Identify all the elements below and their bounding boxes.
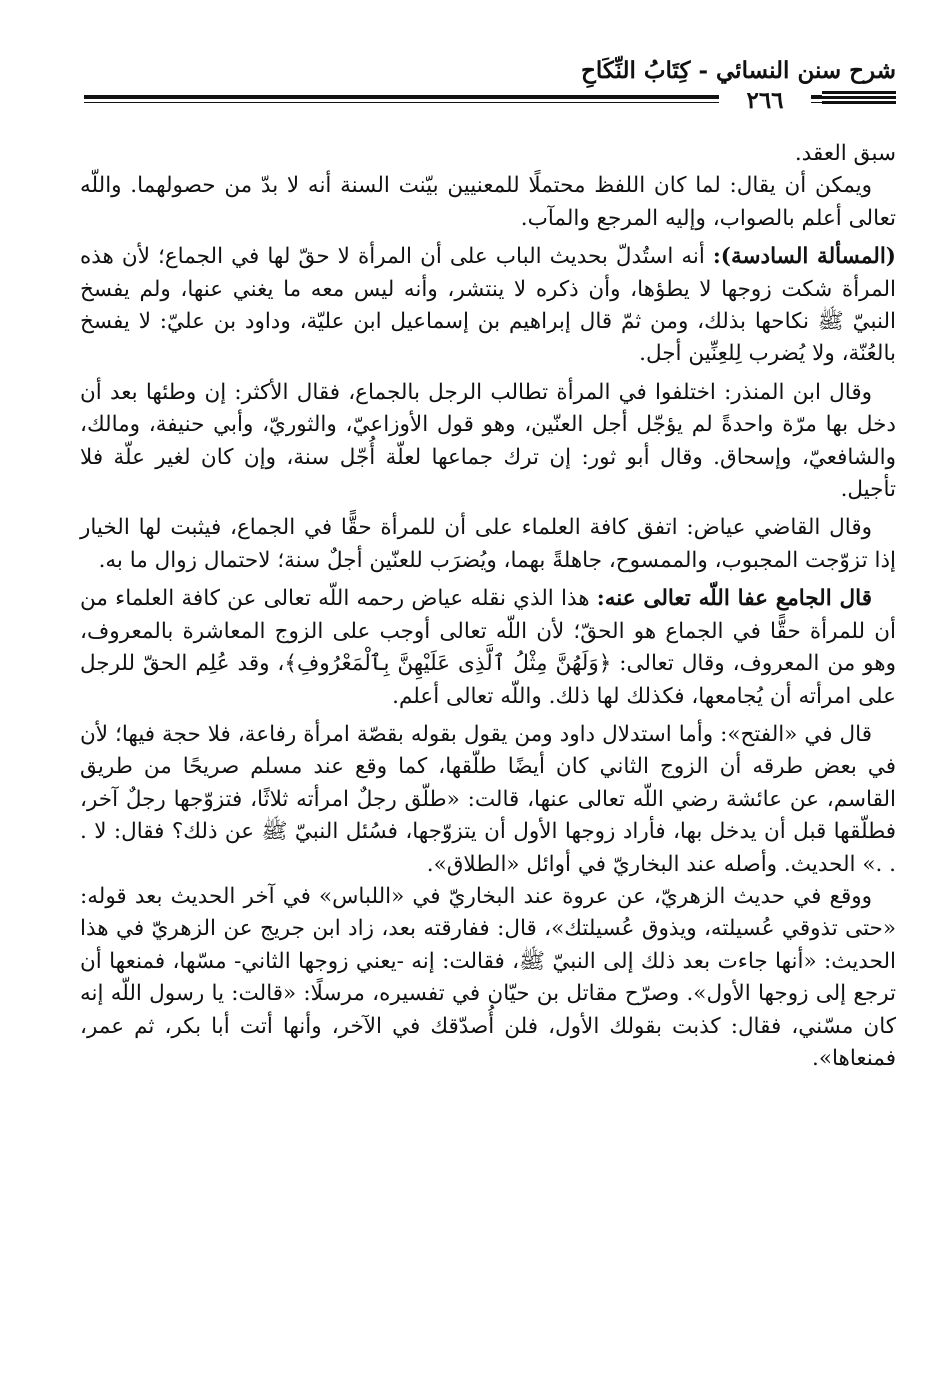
paragraph-2: ويمكن أن يقال: لما كان اللفظ محتملًا للمعنيين بيّنت السنة أنه لا بدّ من حصولهما. واللّه تعالى أعلم بالصواب، وإليه المرجع والمآب.: [80, 173, 896, 231]
paragraph-8: ووقع في حديث الزهريّ، عن عروة عند البخاريّ في «اللباس» في آخر الحديث بعد قوله: «حتى تذوقي عُسيلته، ويذوق عُسيلتك»، قال: ففارقته بعد، زاد ابن جريج عن الزهريّ في هذا الحديث: «أنها جاءت بعد ذلك إلى النبيّ ﷺ، فقالت: إنه -يعني زوجها الثاني- مسّها، فمنعها أن ترجع إلى زوجها الأول». وصرّح مقاتل بن حيّان في تفسيره، مرسلًا: «قالت: يا رسول اللّه إنه كان مسّني، فقال: كذبت بقولك الأول، فلن أُصدّقك في الآخر، وأنها أتت أبا بكر، ثم عمر، فمنعاها».: [80, 883, 896, 1071]
paragraph-5: وقال القاضي عياض: اتفق كافة العلماء على أن للمرأة حقًّا في الجماع، فيثبت لها الخيار إذا تزوّجت المجبوب، والممسوح، جاهلةً بهما، ويُضرَب للعنّين أجلٌ سنة؛ لاحتمال زوال ما به.: [80, 515, 896, 573]
paragraph-1: سبق العقد.: [794, 141, 896, 166]
paragraph-7: قال في «الفتح»: وأما استدلال داود ومن يقول بقوله بقصّة امرأة رفاعة، فلا حجة فيها؛ لأن في بعض طرقه أن الزوج الثاني كان أيضًا طلّقها، كما وقع عند مسلم صريحًا من طريق القاسم، عن عائشة رضي اللّه تعالى عنها، قالت: «طلّق رجلٌ امرأته ثلاثًا، فتزوّجها رجلٌ آخر، فطلّقها قبل أن يدخل بها، فأراد زوجها الأول أن يتزوّجها، فسُئل النبيّ ﷺ عن ذلك؟ فقال: لا . . .» الحديث. وأصله عند البخاريّ في أوائل «الطلاق».: [80, 721, 897, 877]
page-body: [80, 138, 896, 1318]
paragraph-3-text: أنه استُدلّ بحديث الباب على أن المرأة لا حقّ لها في الجماع؛ لأن هذه المرأة شكت زوجها لا يطؤها، وأن ذكره لا ينتشر، وأنه ليس معه ما يغني عنها، ولم يفسخ النبيّ ﷺ نكاحها بذلك، ومن ثمّ قال إبراهيم بن إسماعيل ابن عليّة، وداود بن عليّ: لا يفسخ بالعُنّة، ولا يُضرب لِلعِنِّين أجل.: [80, 244, 896, 367]
issue-heading: (المسألة السادسة):: [712, 244, 896, 270]
running-title: شرح سنن النسائي - كِتَابُ النِّكَاحِ: [581, 57, 896, 84]
page-header: [84, 55, 896, 119]
paragraph-6: [80, 583, 896, 713]
paragraph-3: [80, 241, 896, 371]
compiler-heading: قال الجامع عفا اللّه تعالى عنه:: [596, 586, 872, 612]
header-ornament-bars: [822, 91, 896, 107]
paragraph-4: وقال ابن المنذر: اختلفوا في المرأة تطالب الرجل بالجماع، فقال الأكثر: إن وطئها بعد أن دخل بها مرّة واحدةً لم يؤجّل أجل العنّين، وهو قول الأوزاعيّ، والثوريّ، وأبي حنيفة، ومالك، والشافعيّ، وإسحاق. وقال أبو ثور: إن ترك جماعها لعلّة أُجّل سنة، وإن كان لغير علّة فلا تأجيل.: [80, 379, 896, 503]
paragraph-6-text: هذا الذي نقله عياض رحمه اللّه تعالى عن كافة العلماء من أن للمرأة حقًّا في الجماع هو الحقّ؛ لأن اللّه تعالى أوجب على الزوج المعاشرة بالمعروف، وهو من المعروف، وقال تعالى: ﴿وَلَهُنَّ مِثْلُ ٱلَّذِى عَلَيْهِنَّ بِٱلْمَعْرُوفِ﴾، وقد عُلِم الحقّ للرجل على امرأته أن يُجامعها، فكذلك لها ذلك. واللّه تعالى أعلم.: [80, 586, 896, 709]
page-number: ٢٦٦: [719, 88, 811, 114]
